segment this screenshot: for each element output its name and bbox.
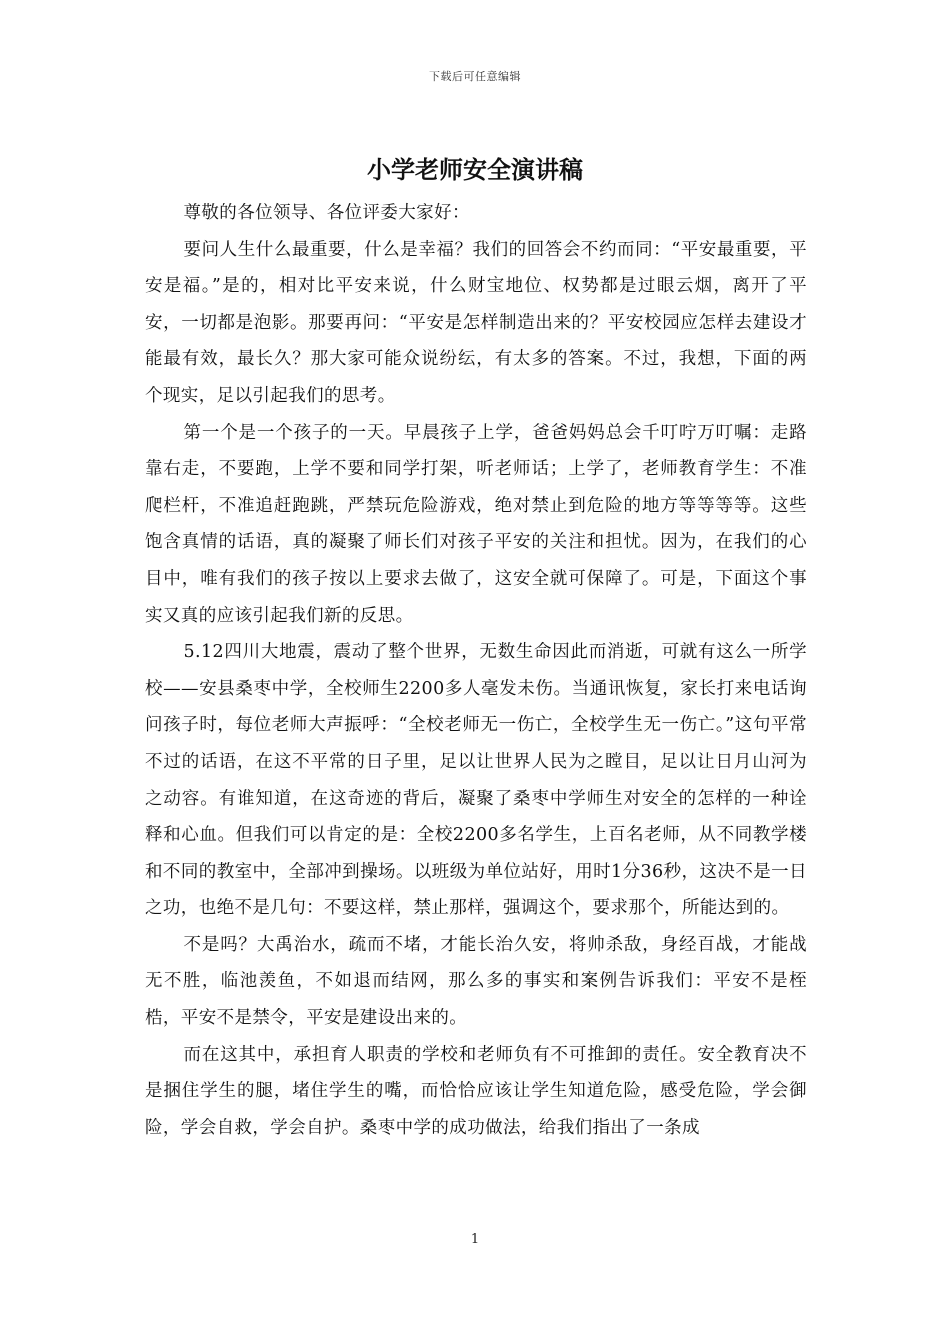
paragraph: 5.12四川大地震，震动了整个世界，无数生命因此而消逝，可就有这么一所学校——安县桑枣中学，全校师生2200多人毫发未伤。当通讯恢复，家长打来电话询问孩子时，每位老师大声振呼：“全校老师无一伤亡，全校学生无一伤亡。”这句平常不过的话语，在这不平常的日子里，足以让世界人民为之瞠目，足以让日月山河为之动容。有谁知道，在这奇迹的背后，凝聚了桑枣中学师生对安全的怎样的一种诠释和心血。但我们可以肯定的是：全校2200多名学生，上百名老师，从不同教学楼和不同的教室中，全部冲到操场。以班级为单位站好，用时1分36秒，这决不是一日之功，也绝不是几句：不要这样，禁止那样，强调这个，要求那个，所能达到的。 [145,642,807,919]
document-body [145,195,807,1146]
paragraph-salutation: 尊敬的各位领导、各位评委大家好： [183,203,470,223]
paragraph: 而在这其中，承担育人职责的学校和老师负有不可推卸的责任。安全教育决不是捆住学生的腿，堵住学生的嘴，而恰恰应该让学生知道危险，感受危险，学会御险，学会自救，学会自护。桑枣中学的成功做法，给我们指出了一条成 [145,1044,807,1138]
document-title: 小学老师安全演讲稿 [367,155,583,184]
paragraph: 第一个是一个孩子的一天。早晨孩子上学，爸爸妈妈总会千叮咛万叮嘱：走路靠右走，不要跑，上学不要和同学打架，听老师话；上学了，老师教育学生：不准爬栏杆，不准追赶跑跳，严禁玩危险游戏，绝对禁止到危险的地方等等等等。这些饱含真情的话语，真的凝聚了师长们对孩子平安的关注和担忧。因为，在我们的心目中，唯有我们的孩子按以上要求去做了，这安全就可保障了。可是，下面这个事实又真的应该引起我们新的反思。 [145,422,807,626]
paragraph: 不是吗？大禹治水，疏而不堵，才能长治久安，将帅杀敌，身经百战，才能战无不胜，临池羡鱼，不如退而结网，那么多的事实和案例告诉我们：平安不是桎梏，平安不是禁令，平安是建设出来的。 [145,934,807,1029]
paragraph: 要问人生什么最重要，什么是幸福？我们的回答会不约而同：“平安最重要，平安是福。”是的，相对比平安来说，什么财宝地位、权势都是过眼云烟，离开了平安，一切都是泡影。那要再问：“平安是怎样制造出来的？平安校园应怎样去建设才能最有效，最长久？那大家可能众说纷纭，有太多的答案。不过，我想，下面的两个现实，足以引起我们的思考。 [145,239,807,406]
header-note: 下载后可任意编辑 [429,70,521,83]
page-number: 1 [470,1232,480,1247]
